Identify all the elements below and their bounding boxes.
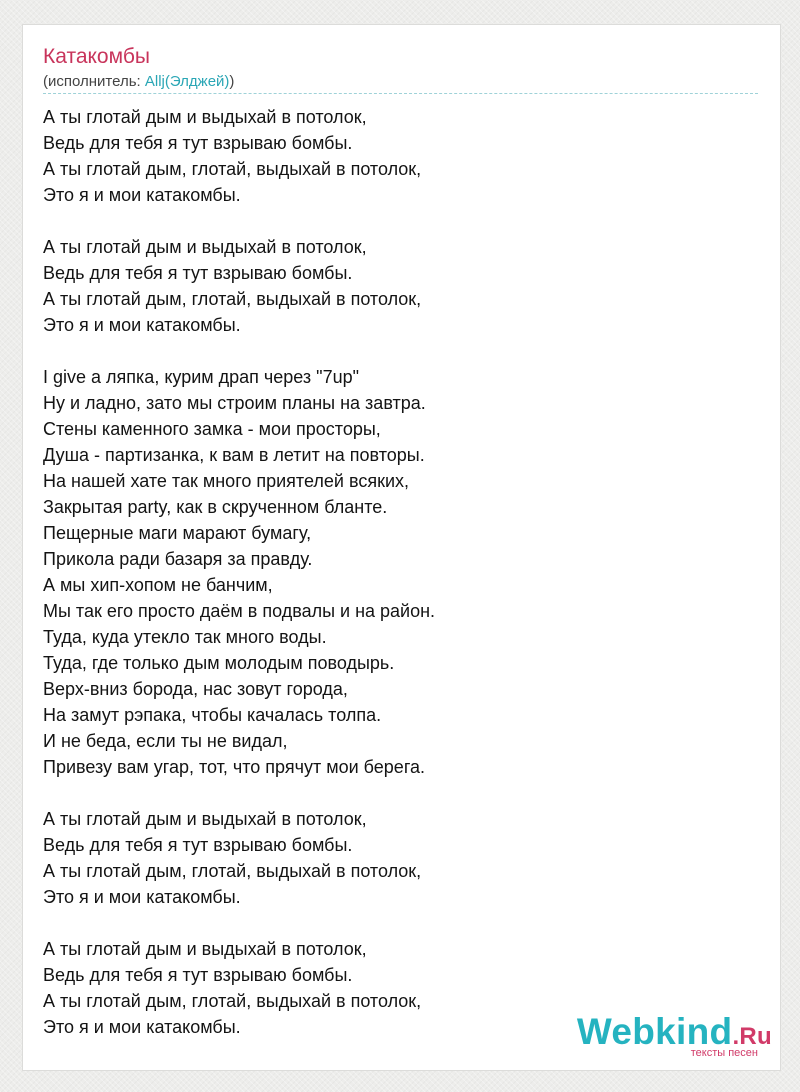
lyric-line: Пещерные маги марают бумагу, bbox=[43, 523, 312, 543]
lyric-line: Это я и мои катакомбы. bbox=[43, 1017, 241, 1037]
lyrics-stanza bbox=[43, 364, 758, 780]
lyric-line: На замут рэпака, чтобы качалась толпа. bbox=[43, 705, 382, 725]
lyric-line: Ведь для тебя я тут взрываю бомбы. bbox=[43, 263, 353, 283]
lyric-line: Стены каменного замка - мои просторы, bbox=[43, 419, 381, 439]
lyrics-body bbox=[43, 104, 758, 1066]
lyric-line: I give а ляпка, курим драп через "7up" bbox=[43, 367, 359, 387]
logo-tld: .Ru bbox=[732, 1023, 772, 1050]
lyrics-stanza bbox=[43, 234, 758, 338]
lyric-line: А ты глотай дым и выдыхай в потолок, bbox=[43, 809, 367, 829]
lyric-line: Привезу вам угар, тот, что прячут мои берега. bbox=[43, 757, 425, 777]
lyric-line: Ведь для тебя я тут взрываю бомбы. bbox=[43, 965, 353, 985]
lyric-line: Закрытая party, как в скрученном бланте. bbox=[43, 497, 388, 517]
lyric-line: Мы так его просто даём в подвалы и на район. bbox=[43, 601, 436, 621]
lyric-line: Это я и мои катакомбы. bbox=[43, 185, 241, 205]
lyric-line: А ты глотай дым, глотай, выдыхай в потолок, bbox=[43, 159, 422, 179]
artist-line bbox=[43, 73, 758, 94]
lyric-line: Ну и ладно, зато мы строим планы на завтра. bbox=[43, 393, 426, 413]
logo-brand-text: Webkind bbox=[576, 1011, 733, 1052]
lyric-line: А ты глотай дым и выдыхай в потолок, bbox=[43, 939, 367, 959]
lyric-line: Душа - партизанка, к вам в летит на повторы. bbox=[43, 445, 425, 465]
lyrics-stanza bbox=[43, 104, 758, 208]
lyric-line: А ты глотай дым, глотай, выдыхай в потолок, bbox=[43, 289, 422, 309]
lyric-line: Это я и мои катакомбы. bbox=[43, 315, 241, 335]
lyric-line: Ведь для тебя я тут взрываю бомбы. bbox=[43, 133, 353, 153]
logo-tagline: тексты песен bbox=[690, 1047, 758, 1059]
lyric-line: На нашей хате так много приятелей всяких, bbox=[43, 471, 409, 491]
lyric-line: А ты глотай дым, глотай, выдыхай в потолок, bbox=[43, 861, 422, 881]
lyric-line: А мы хип-хопом не банчим, bbox=[43, 575, 273, 595]
lyric-line: Ведь для тебя я тут взрываю бомбы. bbox=[43, 835, 353, 855]
lyric-line: А ты глотай дым и выдыхай в потолок, bbox=[43, 107, 367, 127]
lyric-line: Это я и мои катакомбы. bbox=[43, 887, 241, 907]
lyrics-stanza bbox=[43, 806, 758, 910]
lyric-line: Прикола ради базаря за правду. bbox=[43, 549, 313, 569]
song-title: Катакомбы bbox=[43, 45, 150, 68]
artist-suffix: ) bbox=[229, 73, 235, 90]
lyric-line: Туда, где только дым молодым поводырь. bbox=[43, 653, 395, 673]
lyric-line: Верх-вниз борода, нас зовут города, bbox=[43, 679, 348, 699]
lyric-line: Туда, куда утекло так много воды. bbox=[43, 627, 327, 647]
lyric-line: А ты глотай дым, глотай, выдыхай в потолок, bbox=[43, 991, 422, 1011]
artist-prefix: (исполнитель: bbox=[43, 73, 145, 90]
site-logo[interactable] bbox=[576, 1011, 772, 1060]
lyric-line: А ты глотай дым и выдыхай в потолок, bbox=[43, 237, 367, 257]
artist-link[interactable]: Allj(Элджей) bbox=[144, 73, 230, 90]
lyric-line: И не беда, если ты не видал, bbox=[43, 731, 288, 751]
lyrics-page bbox=[22, 24, 781, 1071]
